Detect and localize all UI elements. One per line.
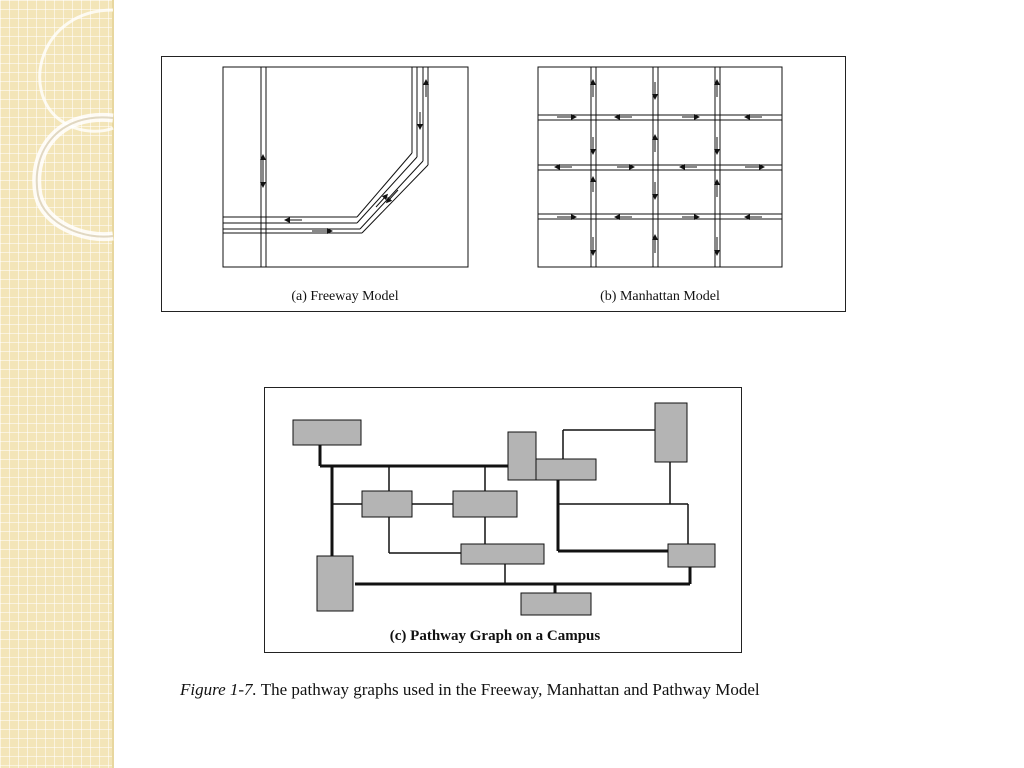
building-5 bbox=[362, 491, 412, 517]
building-7 bbox=[461, 544, 544, 564]
figure-pathway-graph bbox=[264, 387, 742, 653]
building-3 bbox=[536, 459, 596, 480]
figure-freeway-manhattan bbox=[161, 56, 846, 312]
freeway-border bbox=[223, 67, 468, 267]
panel-a-label: (a) Freeway Model bbox=[291, 289, 399, 304]
building-8 bbox=[668, 544, 715, 567]
building-6 bbox=[453, 491, 517, 517]
pathway-graph-diagram bbox=[265, 388, 741, 652]
caption-figure-number: Figure 1-7. bbox=[180, 680, 257, 699]
building-2 bbox=[508, 432, 536, 480]
manhattan-model bbox=[538, 67, 782, 267]
building-10 bbox=[521, 593, 591, 615]
freeway-model bbox=[223, 67, 468, 267]
panel-c-label: (c) Pathway Graph on a Campus bbox=[389, 628, 601, 644]
building-1 bbox=[293, 420, 361, 445]
building-9 bbox=[317, 556, 353, 611]
freeway-manhattan-diagram bbox=[162, 57, 845, 311]
building-4 bbox=[655, 403, 687, 462]
decorative-rings bbox=[0, 0, 140, 260]
figure-caption bbox=[180, 680, 760, 700]
panel-b-label: (b) Manhattan Model bbox=[600, 289, 720, 304]
caption-text: The pathway graphs used in the Freeway, Manhattan and Pathway Model bbox=[256, 680, 760, 699]
